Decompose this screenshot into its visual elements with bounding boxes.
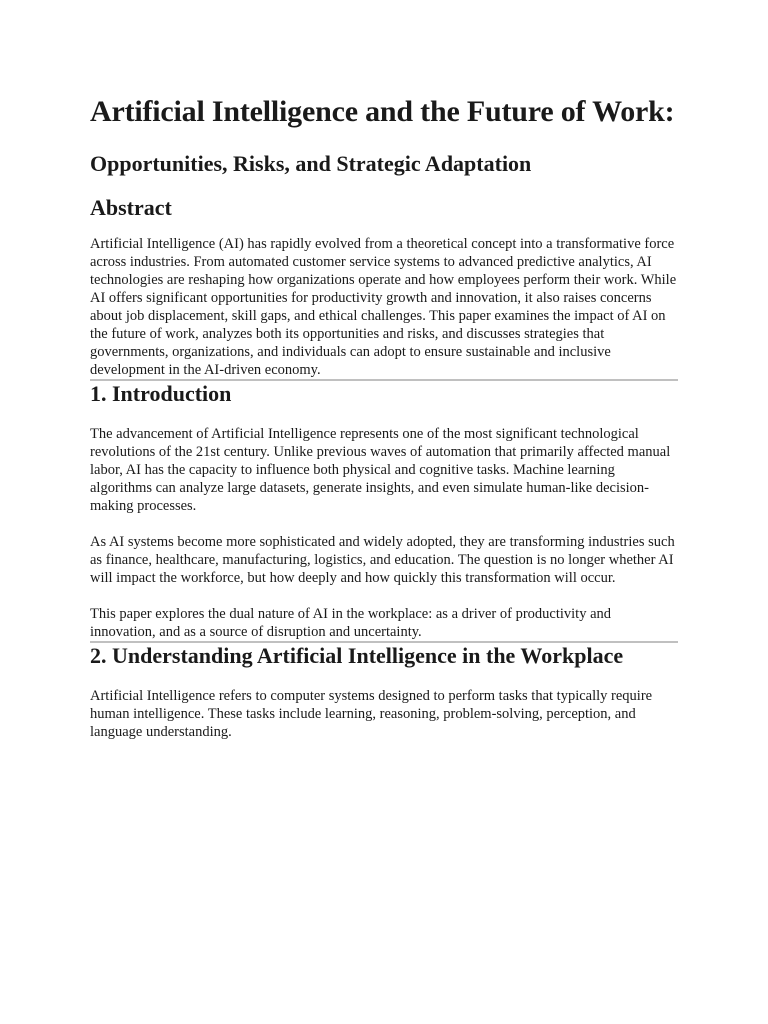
abstract-heading: Abstract xyxy=(90,195,172,220)
introduction-paragraph-1: The advancement of Artificial Intelligence represents one of the most significant technological revolutions of the 21st century. Unlike previous waves of automation that primarily affected manual labor, AI has the capacity to influence both physical and cognitive tasks. Machine learning algorithms can analyze large datasets, generate insights, and even simulate human-like decision-making processes. xyxy=(90,426,671,514)
introduction-paragraph-3: This paper explores the dual nature of AI in the workplace: as a driver of productivity and innovation, and as a source of disruption and uncertainty. xyxy=(90,606,612,640)
document-subtitle: Opportunities, Risks, and Strategic Adaptation xyxy=(90,151,532,176)
document-page xyxy=(90,94,678,741)
introduction-paragraph-2: As AI systems become more sophisticated and widely adopted, they are transforming industries such as finance, healthcare, manufacturing, logistics, and education. The question is no longer whether AI will impact the workforce, but how deeply and how quickly this transformation will occur. xyxy=(90,534,675,586)
abstract-text: Artificial Intelligence (AI) has rapidly evolved from a theoretical concept into a transformative force across industries. From automated customer service systems to advanced predictive analytics, AI technologies are reshaping how organizations operate and how employees perform their work. While AI offers significant opportunities for productivity growth and innovation, it also raises concerns about job displacement, skill gaps, and ethical challenges. This paper examines the impact of AI on the future of work, analyzes both its opportunities and risks, and discusses strategies that governments, organizations, and individuals can adopt to ensure sustainable and inclusive development in the AI-driven economy. xyxy=(90,236,677,378)
document-title: Artificial Intelligence and the Future of Work: xyxy=(90,95,675,128)
section-2-paragraph-1: Artificial Intelligence refers to computer systems designed to perform tasks that typically require human intelligence. These tasks include learning, reasoning, problem-solving, perception, and language understanding. xyxy=(90,688,653,740)
introduction-heading: 1. Introduction xyxy=(90,381,232,406)
section-2-heading: 2. Understanding Artificial Intelligence in the Workplace xyxy=(90,643,624,668)
